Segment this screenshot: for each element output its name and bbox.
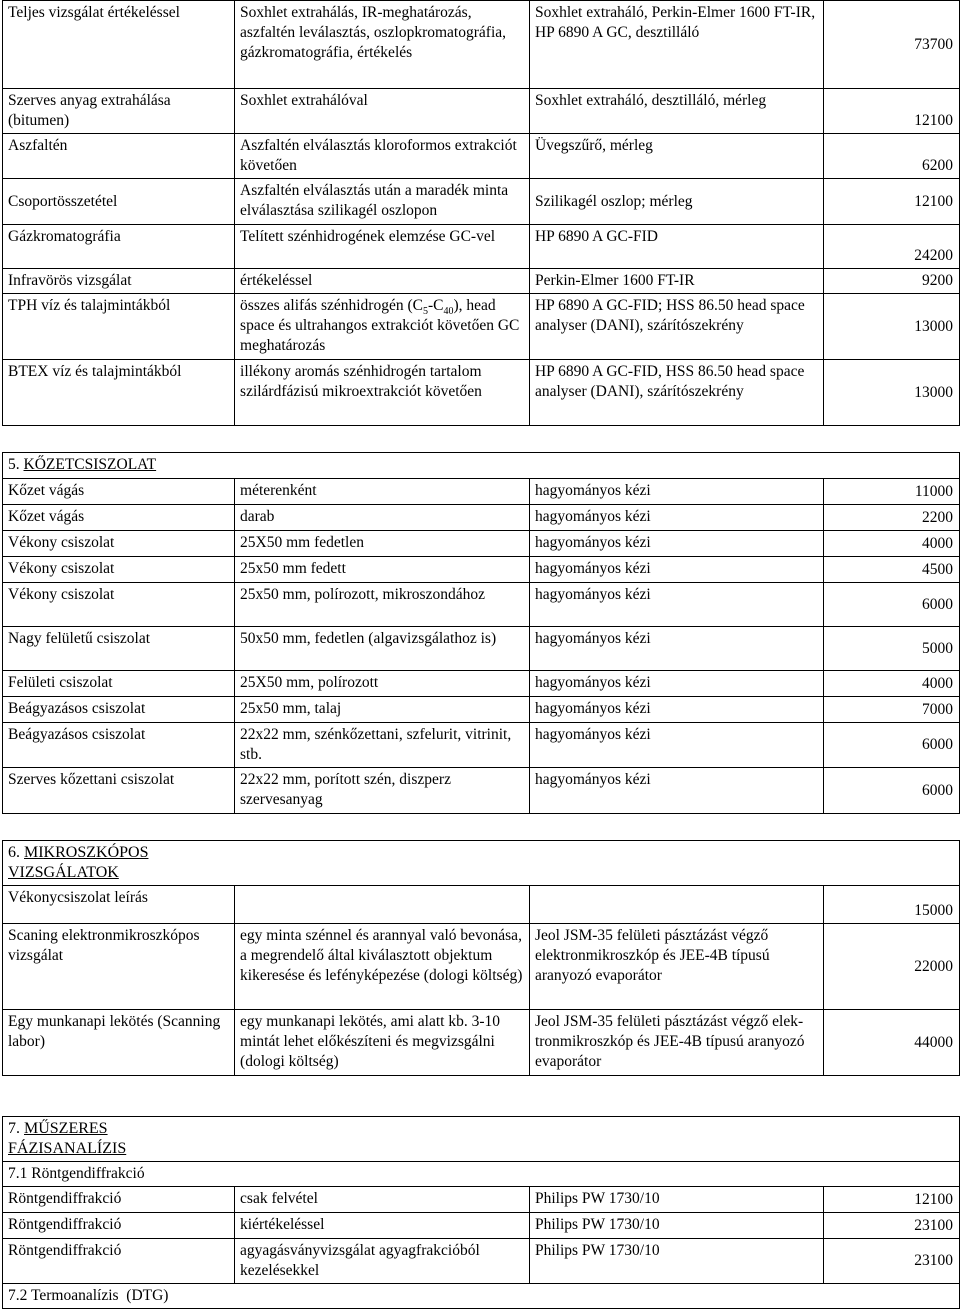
price-cell: 23100 [823,1213,959,1239]
table-row [3,479,960,505]
equipment-cell: HP 6890 A GC-FID, HSS 86.50 head space analyser (DANI), szárítószekrény [529,360,823,426]
description-cell: 50x50 mm, fedetlen (algavizsgálathoz is) [235,627,530,671]
service-cell: Szerves anyag extrahálása (bitumen) [3,89,235,134]
description-cell: 22x22 mm, porított szén, diszperz szervesanyag [235,768,530,814]
price-cell: 12100 [823,179,959,225]
price-cell: 4500 [823,557,959,583]
table-row [3,557,960,583]
table-row [3,671,960,697]
table-row [3,924,960,1010]
equipment-cell: hagyományos kézi [529,479,823,505]
price-cell: 24200 [823,225,959,269]
table-row [3,1239,960,1284]
service-cell: Vékony csiszolat [3,531,235,557]
table-row [3,1213,960,1239]
description-cell: 22x22 mm, szénkőzettani, szfelurit, vitrinit, stb. [235,723,530,768]
price-cell: 2200 [823,505,959,531]
service-cell: TPH víz és talajmintákból [3,294,235,360]
description-cell: kiértékeléssel [235,1213,530,1239]
section-title [3,1117,960,1162]
subsection-row [3,1284,960,1309]
table-row [3,1010,960,1076]
description-cell: 25x50 mm, talaj [235,697,530,723]
price-cell: 13000 [823,294,959,360]
equipment-cell: hagyományos kézi [529,697,823,723]
service-cell: Felületi csiszolat [3,671,235,697]
section-title [3,453,960,479]
price-cell: 12100 [823,89,959,134]
service-cell: Teljes vizsgálat értékeléssel [3,1,235,89]
section-number: 6. [8,844,24,861]
description-cell: értékeléssel [235,269,530,294]
table-row [3,531,960,557]
subsection-row [3,1162,960,1187]
equipment-cell: hagyományos kézi [529,505,823,531]
price-cell: 23100 [823,1239,959,1284]
section-heading: MŰSZERES FÁZISANALÍZIS [8,1120,127,1157]
table-row [3,505,960,531]
section4-table [2,0,960,426]
table-row [3,89,960,134]
table-row [3,1187,960,1213]
price-cell: 6200 [823,134,959,179]
equipment-cell: Soxhlet extraháló, Perkin-Elmer 1600 FT-IR, HP 6890 A GC, desztilláló [529,1,823,89]
description-cell: Soxhlet extrahálás, IR-meghatározás, aszfaltén leválasztás, oszlopkromatográfia, gázkromatográfia, értékelés [235,1,530,89]
service-cell: Csoportösszetétel [3,179,235,225]
service-cell: BTEX víz és talajmintákból [3,360,235,426]
price-cell: 6000 [823,768,959,814]
equipment-cell: Üvegszűrő, mérleg [529,134,823,179]
service-cell: Kőzet vágás [3,505,235,531]
price-cell: 4000 [823,671,959,697]
equipment-cell: Philips PW 1730/10 [529,1239,823,1284]
service-cell: Röntgendiffrakció [3,1187,235,1213]
service-cell: Egy munkanapi lekötés (Scanning labor) [3,1010,235,1076]
description-cell: 25X50 mm, polírozott [235,671,530,697]
price-cell: 5000 [823,627,959,671]
price-cell: 4000 [823,531,959,557]
equipment-cell: HP 6890 A GC-FID; HSS 86.50 head space analyser (DANI), szárítószekrény [529,294,823,360]
table-row [3,886,960,924]
section-title-row [3,841,960,886]
description-cell: Soxhlet extrahálóval [235,89,530,134]
service-cell: Vékonycsiszolat leírás [3,886,235,924]
service-cell: Röntgendiffrakció [3,1213,235,1239]
description-cell: egy minta szénnel és arannyal való bevonása, a megrendelő által kiválasztott objektum kikeresése és lefényképezése (dologi költség) [235,924,530,1010]
equipment-cell: HP 6890 A GC-FID [529,225,823,269]
table-row [3,723,960,768]
equipment-cell: hagyományos kézi [529,768,823,814]
table-row [3,583,960,627]
table-row [3,1,960,89]
equipment-cell: hagyományos kézi [529,531,823,557]
service-cell: Beágyazásos csiszolat [3,723,235,768]
description-cell: méterenként [235,479,530,505]
description-cell: egy munkanapi lekötés, ami alatt kb. 3-10 mintát lehet előkészíteni és megvizsgálni (dologi költség) [235,1010,530,1076]
description-cell: Telített szénhidrogének elemzése GC-vel [235,225,530,269]
service-cell: Gázkromatográfia [3,225,235,269]
equipment-cell: hagyományos kézi [529,627,823,671]
subscript: 40 [443,306,454,318]
equipment-cell: Philips PW 1730/10 [529,1187,823,1213]
price-cell: 13000 [823,360,959,426]
subscript: 5 [422,306,428,318]
description-cell: Aszfaltén elválasztás kloroformos extrakciót követően [235,134,530,179]
price-cell: 9200 [823,269,959,294]
description-cell: darab [235,505,530,531]
section-heading-wrap [8,843,208,883]
section6-table [2,840,960,1076]
description-cell: csak felvétel [235,1187,530,1213]
section-number: 5. [8,456,24,473]
table-row [3,697,960,723]
service-cell: Röntgendiffrakció [3,1239,235,1284]
section-number: 7. [8,1120,24,1137]
service-cell: Nagy felületű csiszolat [3,627,235,671]
subsection-title: 7.2 Termoanalízis (DTG) [3,1284,960,1309]
description-text: összes alifás szénhidrogén (C [240,297,423,314]
subsection-title: 7.1 Röntgendiffrakció [3,1162,960,1187]
description-cell: agyagásványvizsgálat agyagfrakcióból kezelésekkel [235,1239,530,1284]
table-row [3,179,960,225]
table-row [3,294,960,360]
price-cell: 44000 [823,1010,959,1076]
equipment-cell: Philips PW 1730/10 [529,1213,823,1239]
description-cell: 25X50 mm fedetlen [235,531,530,557]
service-cell: Kőzet vágás [3,479,235,505]
table-row [3,627,960,671]
description-cell: Aszfaltén elválasztás után a maradék minta elválasztása szilikagél oszlopon [235,179,530,225]
service-cell: Vékony csiszolat [3,583,235,627]
table-row [3,269,960,294]
description-cell [235,886,530,924]
price-cell: 12100 [823,1187,959,1213]
equipment-cell: hagyományos kézi [529,557,823,583]
description-cell: 25x50 mm, polírozott, mikroszondához [235,583,530,627]
section-heading-wrap [8,1119,198,1159]
equipment-cell: hagyományos kézi [529,583,823,627]
section7-table [2,1116,960,1309]
price-cell: 11000 [823,479,959,505]
service-cell: Aszfaltén [3,134,235,179]
equipment-cell: Perkin-Elmer 1600 FT-IR [529,269,823,294]
service-cell: Szerves kőzettani csiszolat [3,768,235,814]
section-title-row [3,1117,960,1162]
equipment-cell [529,886,823,924]
table-row [3,360,960,426]
equipment-cell: Jeol JSM-35 felületi pásztázást végző elektronmikroszkóp és JEE-4B típusú aranyozó evaporátor [529,924,823,1010]
price-cell: 6000 [823,723,959,768]
service-cell: Scaning elektronmikroszkópos vizsgálat [3,924,235,1010]
description-cell [235,294,530,360]
description-text: ), head space és ultrahangos extrakciót követően GC meghatározás [240,297,520,354]
equipment-cell: hagyományos kézi [529,671,823,697]
price-cell: 73700 [823,1,959,89]
description-cell: illékony aromás szénhidrogén tartalom szilárdfázisú mikroextrakciót követően [235,360,530,426]
price-cell: 22000 [823,924,959,1010]
equipment-cell: Jeol JSM-35 felületi pásztázást végző elek-tronmikroszkóp és JEE-4B típusú aranyozó evaporátor [529,1010,823,1076]
service-cell: Vékony csiszolat [3,557,235,583]
service-cell: Infravörös vizsgálat [3,269,235,294]
equipment-cell: Soxhlet extraháló, desztilláló, mérleg [529,89,823,134]
equipment-cell: hagyományos kézi [529,723,823,768]
description-text: -C [427,297,444,314]
price-cell: 7000 [823,697,959,723]
table-row [3,225,960,269]
section-heading: MIKROSZKÓPOS VIZSGÁLATOK [8,844,149,881]
section-heading: KŐZETCSISZOLAT [23,456,157,473]
equipment-cell: Szilikagél oszlop; mérleg [529,179,823,225]
price-cell: 6000 [823,583,959,627]
section-title [3,841,960,886]
service-cell: Beágyazásos csiszolat [3,697,235,723]
table-row [3,134,960,179]
price-cell: 15000 [823,886,959,924]
section-title-row [3,453,960,479]
table-row [3,768,960,814]
description-cell: 25x50 mm fedett [235,557,530,583]
section5-table [2,452,960,814]
